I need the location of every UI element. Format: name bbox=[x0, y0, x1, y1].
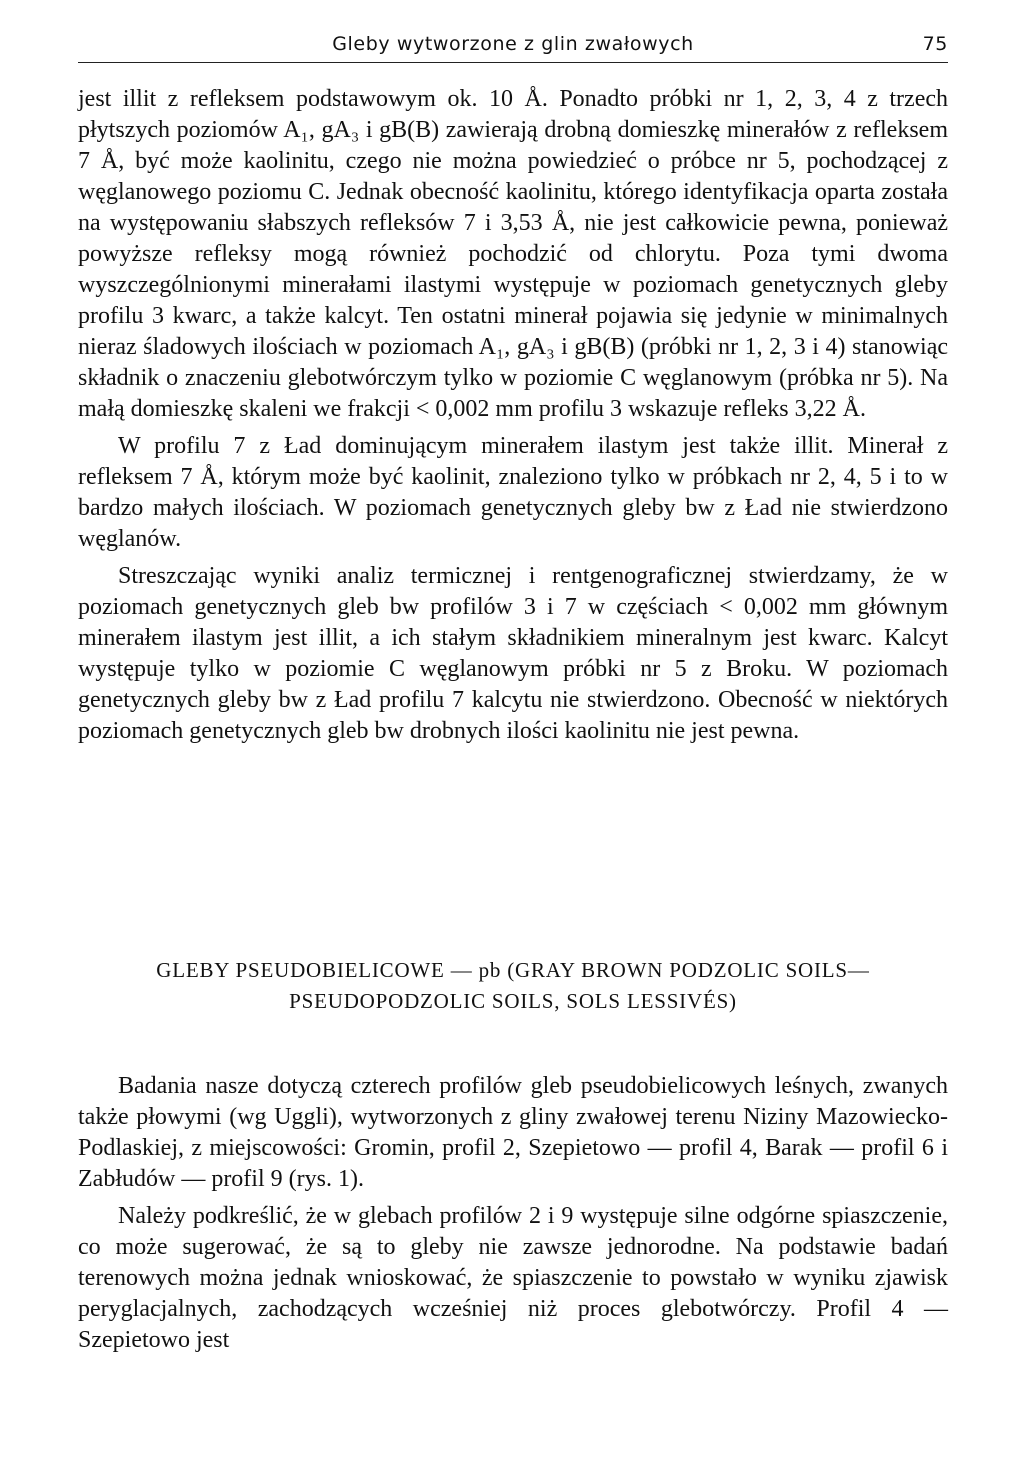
paragraph-profile-7: W profilu 7 z Ład dominującym minerałem ilastym jest także illit. Minerał z refleksem 7 Å, którym może być kaolinit, znaleziono tylko w próbkach nr 2, 4, 5 i to w bardzo małych ilościach. W poziomach genetycznych gleby bw z Ład nie stwierdzono węglanów. bbox=[78, 433, 948, 552]
section-heading bbox=[78, 955, 948, 1017]
section-heading-line-2: PSEUDOPODZOLIC SOILS, SOLS LESSIVÉS) bbox=[289, 989, 737, 1013]
paragraph-sandiness: Należy podkreślić, że w glebach profilów 2 i 9 występuje silne odgórne spiaszczenie, co może sugerować, że są to gleby nie zawsze jednorodne. Na podstawie badań terenowych można jednak wnioskować, że spiaszczenie to powstało w wyniku zjawisk peryglacjalnych, zachodzących wcześniej niż proces glebotwórczy. Profil 4 — Szepietowo jest bbox=[78, 1203, 948, 1353]
paragraph-minerals-profile-3: jest illit z refleksem podstawowym ok. 10 Å. Ponadto próbki nr 1, 2, 3, 4 z trzech płytszych poziomów A₁, gA₃ i gB(B) zawierają drobną domieszkę minerałów z refleksem 7 Å, być może kaolinitu, czego nie można powiedzieć o próbce nr 5, pochodzącej z węglanowego poziomu C. Jednak obecność kaolinitu, którego identyfikacja oparta została na występowaniu słabszych refleksów 7 i 3,53 Å, nie jest całkowicie pewna, ponieważ powyższe refleksy mogą również pochodzić od chlorytu. Poza tymi dwoma wyszczególnionymi minerałami ilastymi występuje w poziomach genetycznych gleby profilu 3 kwarc, a także kalcyt. Ten ostatni minerał pojawia się jedynie w minimalnych nieraz śladowych ilościach w poziomach A₁, gA₃ i gB(B) (próbki nr 1, 2, 3 i 4) stanowiąc składnik o znaczeniu glebotwórczym tylko w poziomie C węglanowym (próbka nr 5). Na małą domieszkę skaleni we frakcji < 0,002 mm profilu 3 wskazuje refleks 3,22 Å. bbox=[78, 86, 948, 422]
running-title: Gleby wytworzone z glin zwałowych bbox=[332, 33, 694, 55]
paragraph-research-profiles: Badania nasze dotyczą czterech profilów gleb pseudobielicowych leśnych, zwanych także płowymi (wg Uggli), wytworzonych z gliny zwałowej terenu Niziny Mazowiecko-Podlaskiej, z miejscowości: Gromin, profil 2, Szepietowo — profil 4, Barak — profil 6 i Zabłudów — profil 9 (rys. 1). bbox=[78, 1073, 948, 1192]
section-one-body bbox=[78, 84, 948, 747]
page-number: 75 bbox=[922, 33, 948, 55]
section-two-body bbox=[78, 1071, 948, 1356]
section-heading-line-1: GLEBY PSEUDOBIELICOWE — pb (GRAY BROWN PODZOLIC SOILS— bbox=[156, 958, 870, 982]
paragraph-summary: Streszczając wyniki analiz termicznej i rentgenograficznej stwierdzamy, że w poziomach genetycznych gleb bw profilów 3 i 7 w częściach < 0,002 mm głównym minerałem ilastym jest illit, a ich stałym składnikiem mineralnym jest kwarc. Kalcyt występuje tylko w poziomie C węglanowym próbki nr 5 z Broku. W poziomach genetycznych gleby bw z Ład profilu 7 kalcytu nie stwierdzono. Obecność w niektórych poziomach genetycznych gleb bw drobnych ilości kaolinitu nie jest pewna. bbox=[78, 563, 948, 744]
running-header bbox=[78, 33, 948, 61]
header-rule bbox=[78, 62, 948, 63]
